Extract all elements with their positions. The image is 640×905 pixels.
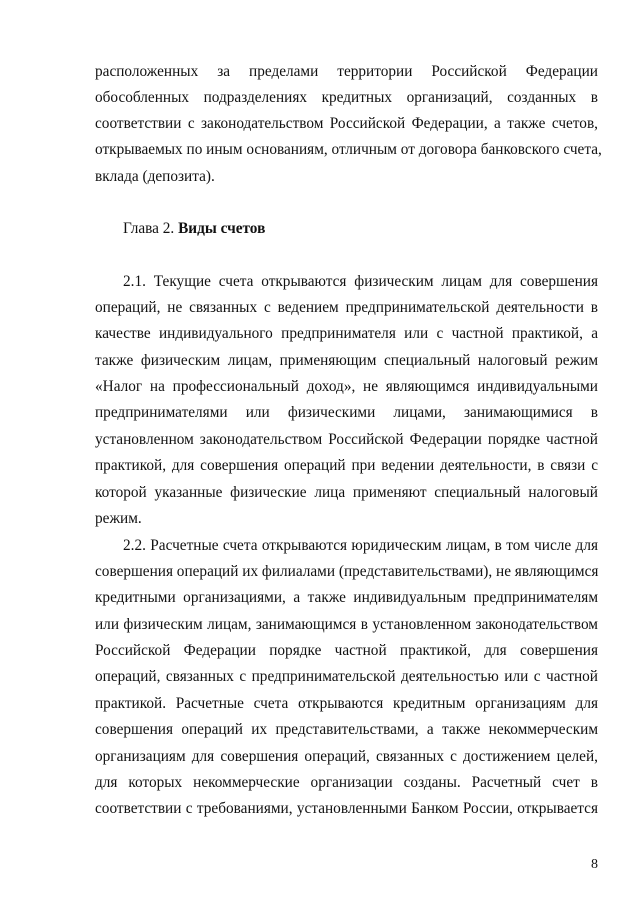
section-2-1-line: 2.1. Текущие счета открываются физическим лицам для совершения <box>123 273 598 290</box>
intro-line: открываемых по иным основаниям, отличным от договора банковского счета, <box>95 141 602 158</box>
section-2-2-line: для которых некоммерческие организации созданы. Расчетный счет в <box>95 774 598 791</box>
section-2-1-line: также физическим лицам, применяющим специальный налоговый режим <box>95 352 598 369</box>
section-2-2-line: практикой. Расчетные счета открываются кредитным организациям для <box>95 695 598 712</box>
section-2-2-line: Российской Федерации порядке частной практикой, для совершения <box>95 642 598 659</box>
section-2-1-line: режим. <box>95 510 142 527</box>
section-2-1-line: качестве индивидуального предпринимателя или с частной практикой, а <box>95 325 598 342</box>
intro-line: вклада (депозита). <box>95 168 215 185</box>
section-2-2-line: кредитными организациями, а также индивидуальным предпринимателям <box>95 589 598 606</box>
section-2-2-line: организациям для совершения операций, связанных с достижением целей, <box>95 748 598 765</box>
section-2-2-line: совершения операций их представительствами, а также некоммерческим <box>95 721 598 738</box>
section-2-2-line: соответствии с требованиями, установленными Банком России, открывается <box>95 800 598 817</box>
intro-line: расположенных за пределами территории Российской Федерации <box>95 63 598 80</box>
chapter-title: Виды счетов <box>178 220 266 237</box>
intro-line: соответствии с законодательством Российской Федерации, а также счетов, <box>95 115 598 132</box>
section-2-1-line: операций, не связанных с ведением предпринимательской деятельности в <box>95 299 598 316</box>
section-2-1-line: практикой, для совершения операций при ведении деятельности, в связи с <box>95 457 598 474</box>
page-number: 8 <box>591 857 598 872</box>
section-2-2-line: совершения операций их филиалами (представительствами), не являющимся <box>95 563 599 580</box>
section-2-1-line: установленном законодательством Российской Федерации порядке частной <box>95 431 598 448</box>
section-2-2-line: 2.2. Расчетные счета открываются юридическим лицам, в том числе для <box>123 537 598 554</box>
chapter-prefix: Глава 2. <box>123 220 175 237</box>
section-2-2-line: операций, связанных с предпринимательской деятельностью или с частной <box>95 668 598 685</box>
section-2-2-line: или физическим лицам, занимающимся в установленном законодательством <box>95 616 598 633</box>
section-2-1-line: «Налог на профессиональный доход», не являющимся индивидуальными <box>95 378 598 395</box>
section-2-1-line: которой указанные физические лица применяют специальный налоговый <box>95 484 598 501</box>
intro-line: обособленных подразделениях кредитных организаций, созданных в <box>95 89 598 106</box>
chapter-heading <box>123 216 265 242</box>
section-2-1-line: предпринимателями или физическими лицами, занимающимися в <box>95 404 598 421</box>
